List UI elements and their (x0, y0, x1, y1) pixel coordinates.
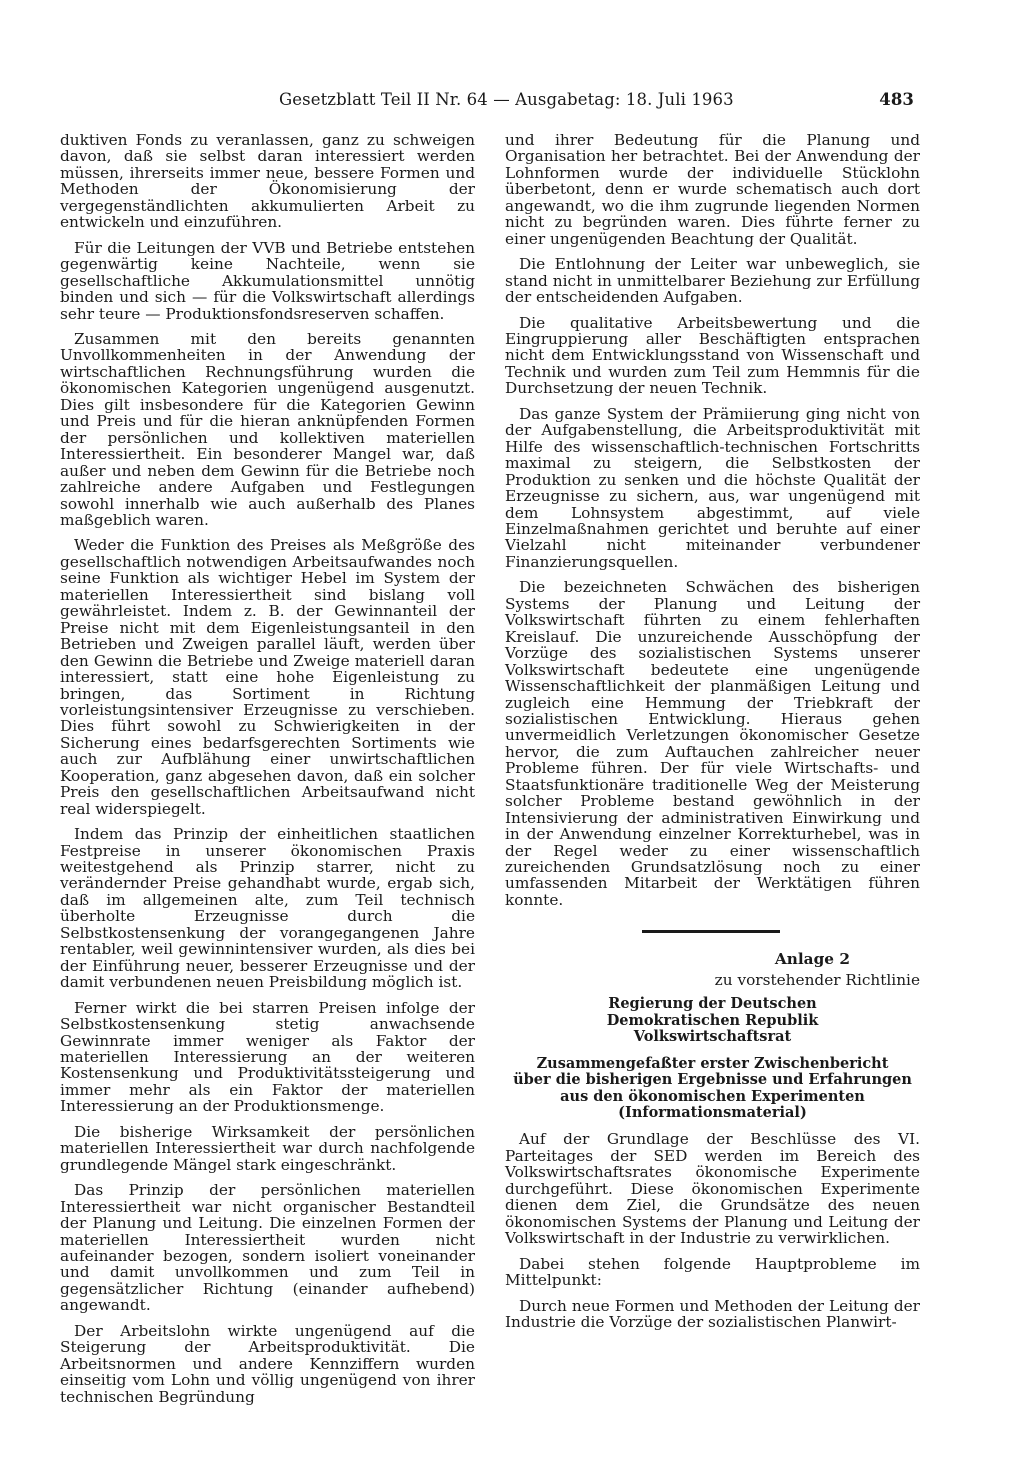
paragraph: Ferner wirkt die bei starren Preisen infolge der Selbstkostensenkung stetig anwachsende Gewinnrate immer weniger als Faktor der materiellen Interessierung an der weiteren Kostensenkung und Produktivitätssteigerung und immer mehr als ein Faktor der materiellen Interessierung an der Produktionsmenge. (60, 998, 475, 1116)
paragraph: Für die Leitungen der VVB und Betriebe entstehen gegenwärtig keine Nachteile, wenn sie gesellschaftliche Akkumulationsmittel unnötig binden und sich — für die Volkswirtschaft allerdings sehr teure — Produktionsfondsreserven schaffen. (60, 238, 475, 323)
paragraph: Der Arbeitslohn wirkte ungenügend auf die Steigerung der Arbeitsproduktivität. Die Arbeitsnormen und andere Kennziffern wurden einseitig vom Lohn und völlig ungenügend von ihrer technischen Begründung (60, 1321, 475, 1406)
paragraph: Die qualitative Arbeitsbewertung und die Eingruppierung aller Beschäftigten entsprachen nicht dem Entwicklungsstand von Wissenschaft und Technik und wurden zum Teil zum Hemmnis für die Durchsetzung der neuen Technik. (505, 313, 920, 398)
paragraph: duktiven Fonds zu veranlassen, ganz zu schweigen davon, daß sie selbst daran interessiert werden müssen, ihrerseits immer neue, bessere Formen und Methoden der Ökonomisierung der vergegenständlichten akkumulierten Arbeit zu entwickeln und einzuführen. (60, 131, 475, 232)
org-line: Volkswirtschaftsrat (633, 1028, 792, 1046)
left-column (60, 132, 475, 1414)
paragraph: Das ganze System der Prämiierung ging nicht von der Aufgabenstellung, die Arbeitsproduktivität mit Hilfe des wissenschaftlich-technischen Fortschritts maximal zu steigern, die Selbstkosten der Produktion zu senken und die höchste Qualität der Erzeugnisse zu sichern, aus, war ungenügend mit dem Lohnsystem abgestimmt, auf viele Einzelmaßnahmen gerichtet und beruhte auf einer Vielzahl nicht miteinander verbundener Finanzierungsquellen. (505, 404, 920, 571)
page-number: 483 (879, 90, 914, 109)
paragraph: Weder die Funktion des Preises als Meßgröße des gesellschaftlich notwendigen Arbeitsaufwandes noch seine Funktion als wichtiger Hebel im System der materiellen Interessiertheit sind bislang voll gewährleistet. Indem z. B. der Gewinnanteil der Preise nicht mit dem Eigenleistungsanteil in den Betrieben und Zweigen parallel läuft, werden über den Gewinn die Betriebe und Zweige materiell daran interessiert, statt eine hohe Eigenleistung zu bringen, das Sortiment in Richtung vorleistungsintensiver Erzeugnisse zu verschieben. Dies führt sowohl zu Schwierigkeiten in der Sicherung eines bedarfsgerechten Sortiments wie auch zur Aufblähung einer unwirtschaftlichen Kooperation, ganz abgesehen davon, daß ein solcher Preis den gesellschaftlichen Arbeitsaufwand nicht real widerspiegelt. (60, 536, 475, 818)
report-title-line: über die bisherigen Ergebnisse und Erfahrungen (513, 1071, 912, 1089)
paragraph: Auf der Grundlage der Beschlüsse des VI. Parteitages der SED werden im Bereich des Volkswirtschaftsrates ökonomische Experimente durchgeführt. Diese ökonomischen Experimente dienen dem Ziel, die Grundsätze des neuen ökonomischen Systems der Planung und Leitung der Volkswirtschaft in der Industrie zu verwirklichen. (505, 1130, 920, 1248)
paragraph: Die bisherige Wirksamkeit der persönlichen materiellen Interessiertheit war durch nachfolgende grundlegende Mängel stark eingeschränkt. (60, 1122, 475, 1174)
anlage-label: Anlage 2 (774, 950, 850, 969)
section-divider (642, 930, 780, 933)
organization-heading (505, 996, 920, 1045)
paragraph: Durch neue Formen und Methoden der Leitung der Industrie die Vorzüge der sozialistischen Planwirt- (505, 1296, 920, 1331)
paragraph: Das Prinzip der persönlichen materiellen Interessiertheit war nicht organischer Bestandteil der Planung und Leitung. Die einzelnen Formen der materiellen Interessiertheit wurden nicht aufeinander bezogen, sondern isoliert voneinander und damit unvollkommen und zum Teil in gegensätzlicher Richtung (einander aufhebend) angewandt. (60, 1181, 475, 1315)
paragraph: Zusammen mit den bereits genannten Unvollkommenheiten in der Anwendung der wirtschaftlichen Rechnungsführung wurden die ökonomischen Kategorien ungenügend ausgenutzt. Dies gilt insbesondere für die Kategorien Gewinn und Preis und für die hieran anknüpfenden Formen der persönlichen und kollektiven materiellen Interessiertheit. Ein besonderer Mangel war, daß außer und neben dem Gewinn für die Betriebe noch zahlreiche andere Aufgaben und Festlegungen sowohl innerhalb wie auch außerhalb des Planes maßgeblich waren. (60, 329, 475, 529)
page-header (279, 90, 914, 120)
header-title: Gesetzblatt Teil II Nr. 64 — Ausgabetag: 18. Juli 1963 (279, 90, 734, 109)
report-title-line: aus den ökonomischen Experimenten (560, 1087, 865, 1105)
paragraph: Die Entlohnung der Leiter war unbeweglich, sie stand nicht in unmittelbarer Beziehung zur Erfüllung der entscheidenden Aufgaben. (505, 255, 920, 307)
report-title-line: Zusammengefaßter erster Zwischenbericht (536, 1054, 889, 1072)
anlage-subtitle: zu vorstehender Richtlinie (714, 970, 920, 989)
org-line: Demokratischen Republik (606, 1011, 819, 1029)
paragraph: und ihrer Bedeutung für die Planung und Organisation her betrachtet. Bei der Anwendung der Lohnformen wurde der individuelle Stücklohn überbetont, denn er wurde schematisch auch dort angewandt, wo die ihm zugrunde liegenden Normen nicht zu begründen waren. Dies führte ferner zu einer ungenügenden Beachtung der Qualität. (505, 131, 920, 248)
report-title (505, 1056, 920, 1122)
report-title-line: (Informationsmaterial) (618, 1104, 807, 1122)
paragraph: Die bezeichneten Schwächen des bisherigen Systems der Planung und Leitung der Volkswirtschaft führten zu einem fehlerhaften Kreislauf. Die unzureichende Ausschöpfung der Vorzüge des sozialistischen Systems unserer Volkswirtschaft bedeutete eine ungenügende Wissenschaftlichkeit der planmäßigen Leitung und zugleich eine Hemmung der Triebkraft der sozialistischen Entwicklung. Hieraus gehen unvermeidlich Verletzungen ökonomischer Gesetze hervor, die zum Auftauchen zahlreicher neuer Probleme führen. Der für viele Wirtschafts- und Staatsfunktionäre traditionelle Weg der Meisterung solcher Probleme bestand gewöhnlich in der Intensivierung der administrativen Einwirkung und in der Anwendung einzelner Korrekturhebel, was in der Regel weder zu einer wissenschaftlich zureichenden Grundsatzlösung noch zu einer umfassenden Mitarbeit der Werktätigen führen konnte. (505, 578, 920, 909)
paragraph: Dabei stehen folgende Hauptprobleme im Mittelpunkt: (505, 1254, 920, 1290)
org-line: Regierung der Deutschen (608, 995, 817, 1013)
paragraph: Indem das Prinzip der einheitlichen staatlichen Festpreise in unserer ökonomischen Praxis weitestgehend als Prinzip starrer, nicht zu verändernder Preise gehandhabt wurde, ergab sich, daß im allgemeinen alte, zum Teil technisch überholte Erzeugnisse durch die Selbstkostensenkung der vorangegangenen Jahre rentabler, weil gewinnintensiver wurden, als dies bei der Einführung neuer, besserer Erzeugnisse und der damit verbundenen neuen Preisbildung möglich ist. (60, 825, 475, 992)
right-column (505, 132, 920, 1339)
